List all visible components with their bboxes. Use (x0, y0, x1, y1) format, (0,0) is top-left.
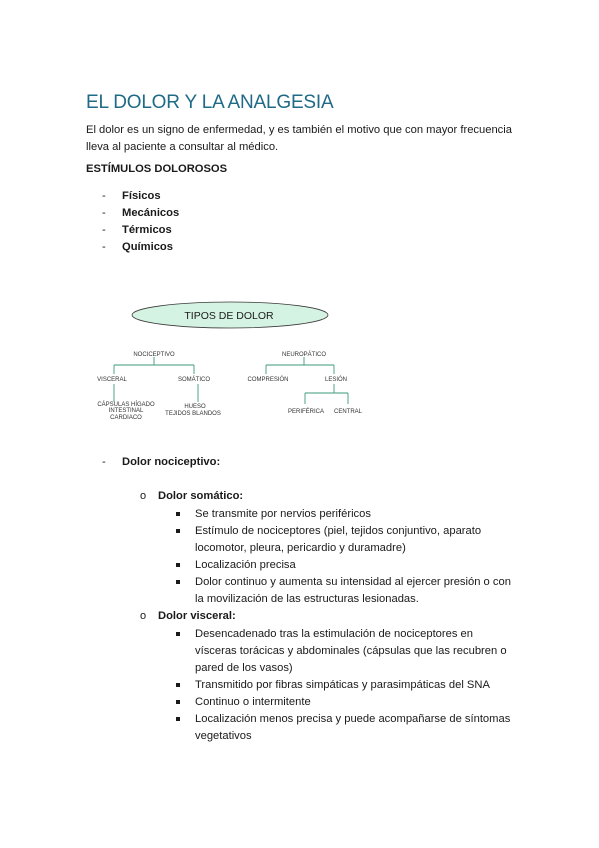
intro-paragraph: El dolor es un signo de enfermedad, y es también el motivo que con mayor frecuencia lleva al paciente a consultar al médico. (86, 124, 512, 153)
section-title: Dolor nociceptivo: (122, 456, 221, 468)
somatic-marker: o (140, 490, 147, 502)
visceral-title: Dolor visceral: (158, 610, 236, 622)
node-central: CENTRAL (333, 409, 363, 415)
visceral-bullets (176, 626, 515, 745)
node-somatico: SOMÁTICO (177, 377, 211, 383)
somatic-title: Dolor somático: (158, 490, 244, 502)
node-lesion: LESIÓN (324, 377, 348, 383)
list-item: Se transmite por nervios periféricos (176, 506, 515, 523)
node-nociceptivo: NOCICEPTIVO (133, 352, 175, 358)
stimuli-heading: ESTÍMULOS DOLOROSOS (86, 163, 228, 175)
document-title: EL DOLOR Y LA ANALGESIA (86, 92, 334, 113)
node-visceral: VISCERAL (97, 377, 127, 383)
root-label: TIPOS DE DOLOR (184, 310, 274, 322)
list-item: Dolor continuo y aumenta su intensidad al ejercer presión o con la movilización de las estructuras lesionadas. (176, 574, 515, 608)
node-neuropatico: NEUROPÁTICO (281, 352, 327, 358)
somatic-bullets (176, 506, 515, 608)
list-item: Estímulo de nociceptores (piel, tejidos conjuntivo, aparato locomotor, pleura, pericardio y duramadre) (176, 523, 515, 557)
node-periferica: PERIFÉRICA (287, 409, 325, 415)
node-visceral-detail-3: CARDIACO (110, 415, 142, 421)
list-item: Localización precisa (176, 557, 515, 574)
pain-types-diagram (0, 290, 599, 430)
list-item: Continuo o intermitente (176, 694, 515, 711)
node-somatico-detail-2: TEJIDOS BLANDOS (165, 411, 221, 417)
list-item: Transmitido por fibras simpáticas y parasimpáticas del SNA (176, 677, 515, 694)
list-item: Localización menos precisa y puede acompañarse de síntomas vegetativos (176, 711, 515, 745)
node-visceral-detail-1: CÁPSULAS HÍGADO (97, 402, 155, 408)
list-item: Desencadenado tras la estimulación de nociceptores en vísceras torácicas y abdominales (cápsulas que las recubren o pared de los vasos) (176, 626, 515, 677)
visceral-marker: o (140, 610, 147, 622)
section-dash: - (102, 456, 106, 468)
node-somatico-detail-1: HUESO (184, 404, 206, 410)
document-page: EL DOLOR Y LA ANALGESIA El dolor es un signo de enfermedad, y es también el motivo que con mayor frecuencia lleva al paciente a consultar al médico. ESTÍMULOS DOLOROSOS - Físicos - Mecánicos - Térmicos - Químicos TIPOS DE DOLOR NOCICEPTIVO VISCERAL SOMÁTICO CÁPSULAS HÍGADO INTESTINAL CARDIACO HUESO TEJIDOS BLANDOS NEUROPÁTICO COMPRESIÓN LESIÓN PERIFÉRICA CENTRAL - Dolor nociceptivo: o Dolor somático: Se transmite por nervios periféricos Estímulo de nociceptores (piel, tejidos conjuntivo, aparato locomotor, pleura, pericardio y duramadre) Localización precisa Dolor continuo y aumenta su intensidad al ejercer presión o con la movilización de las estructuras lesionadas. o Dolor visceral: Desencadenado tras la estimulación de nociceptores en vísceras torácicas y abdominales (cápsulas que las recubren o pared de los vasos) Transmitido por fibras simpáticas y parasimpáticas del SNA Continuo o intermitente Localización menos precisa y puede acompañarse de síntomas vegetativos (0, 0, 599, 848)
node-visceral-detail-2: INTESTINAL (108, 408, 144, 414)
node-compresion: COMPRESIÓN (247, 377, 289, 383)
